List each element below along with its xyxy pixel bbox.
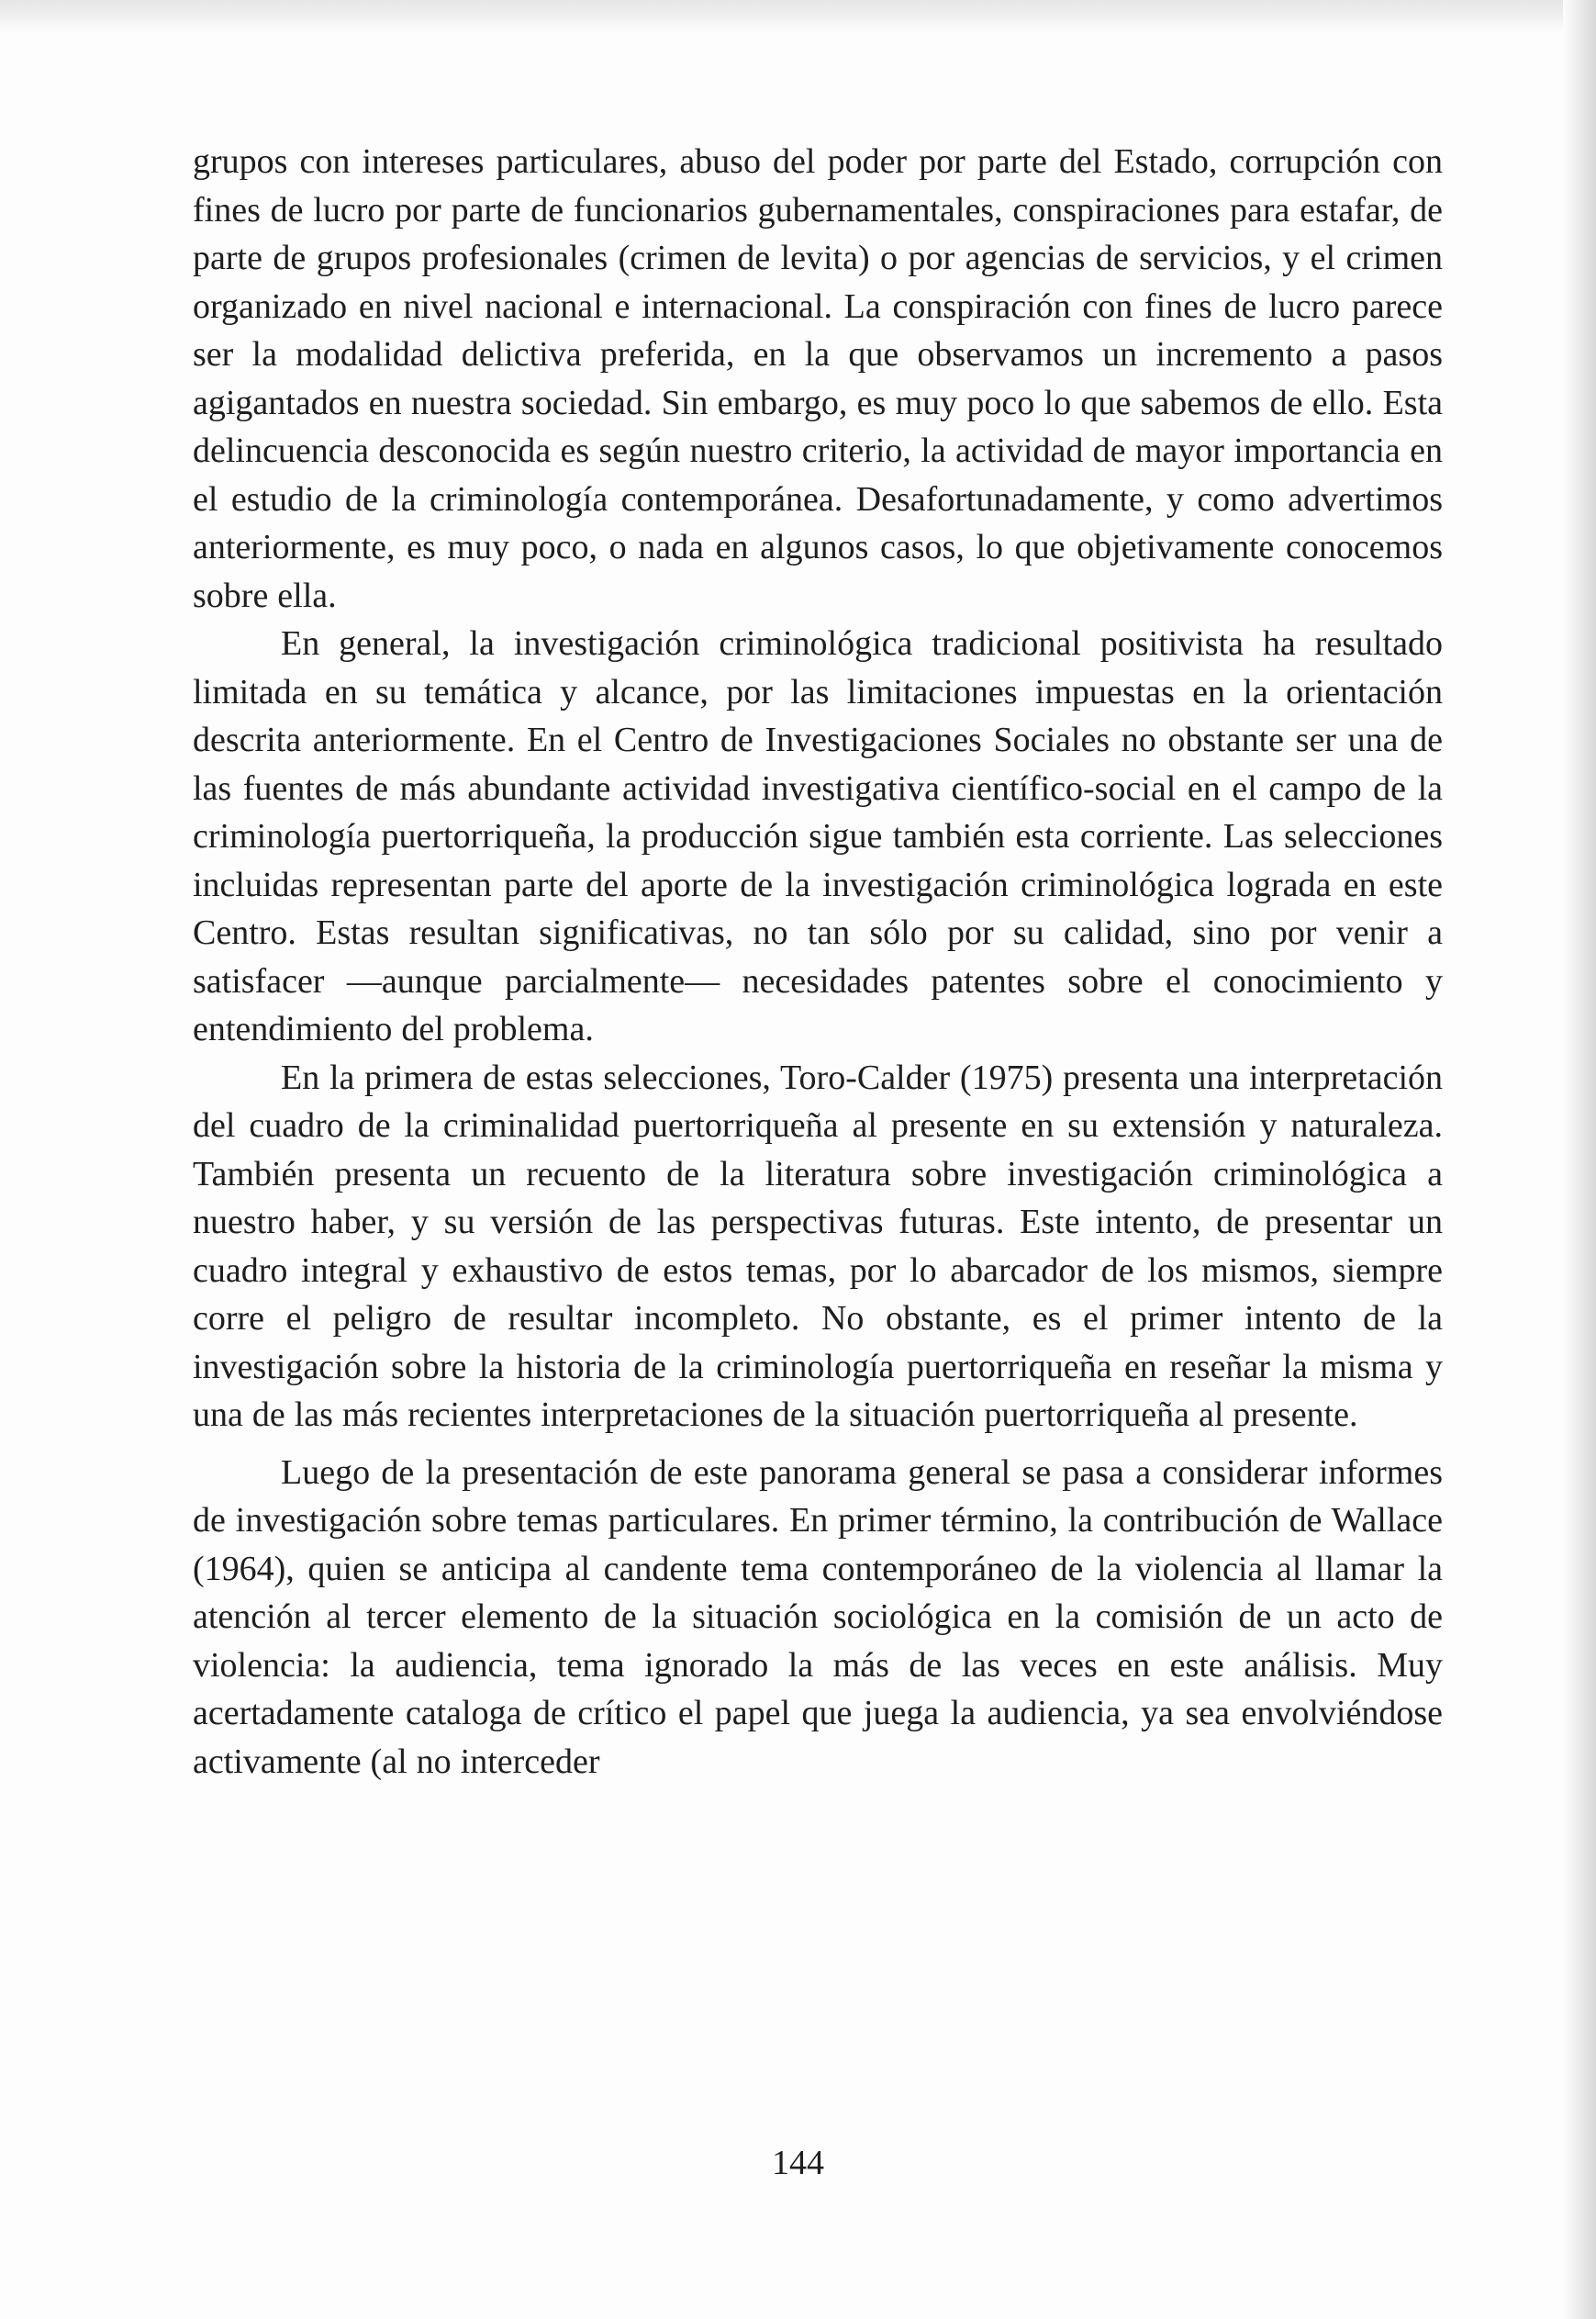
paragraph-wallace: Luego de la presentación de este panorama general se pasa a considerar informes de investigación sobre temas particulares. En primer término, la contribución de Wallace (1964), quien se anticipa al candente tema contemporáneo de la violencia al llamar la atención al tercer elemento de la situación sociológica en la comisión de un acto de violencia: la audiencia, tema ignorado la más de las veces en este análisis. Muy acertadamente cataloga de crítico el papel que juega la audiencia, ya sea envolviéndose activamente (al no interceder: [193, 1452, 1443, 1781]
page-number: 144: [772, 2144, 824, 2182]
scan-shadow-top: [0, 0, 1569, 33]
body-text: [193, 138, 1443, 1786]
paragraph-continuation: grupos con intereses particulares, abuso del poder por parte del Estado, corrupción con fines de lucro por parte de funcionarios gubernamentales, conspiraciones para estafar, de parte de grupos profesionales (crimen de levita) o por agencias de servicios, y el crimen organizado en nivel nacional e internacional. La conspiración con fines de lucro parece ser la modalidad delictiva preferida, en la que observamos un incremento a pasos agigantados en nuestra sociedad. Sin embargo, es muy poco lo que sabemos de ello. Esta delincuencia desconocida es según nuestro criterio, la actividad de mayor importancia en el estudio de la criminología contemporánea. Desafortunadamente, y como advertimos anteriormente, es muy poco, o nada en algunos casos, lo que objetivamente conocemos sobre ella.: [193, 142, 1443, 615]
paragraph-general-investigation: En general, la investigación criminológica tradicional positivista ha resultado limitada en su temática y alcance, por las limitaciones impuestas en la orientación descrita anteriormente. En el Centro de Investigaciones Sociales no obstante ser una de las fuentes de más abundante actividad investigativa científico-social en el campo de la criminología puertorriqueña, la producción sigue también esta corriente. Las selecciones incluidas representan parte del aporte de la investigación criminológica lograda en este Centro. Estas resultan significativas, no tan sólo por su calidad, sino por venir a satisfacer —aunque parcialmente— necesidades patentes sobre el conocimiento y entendimiento del problema.: [193, 624, 1443, 1048]
paragraph-toro-calder: En la primera de estas selecciones, Toro-Calder (1975) presenta una interpretación del cuadro de la criminalidad puertorriqueña al presente en su extensión y naturaleza. También presenta un recuento de la literatura sobre investigación criminológica a nuestro haber, y su versión de las perspectivas futuras. Este intento, de presentar un cuadro integral y exhaustivo de estos temas, por lo abarcador de los mismos, siempre corre el peligro de resultar incompleto. No obstante, es el primer intento de la investigación sobre la historia de la criminología puertorriqueña en reseñar la misma y una de las más recientes interpretaciones de la situación puertorriqueña al presente.: [193, 1058, 1443, 1434]
scan-shadow-right: [1563, 0, 1596, 2319]
